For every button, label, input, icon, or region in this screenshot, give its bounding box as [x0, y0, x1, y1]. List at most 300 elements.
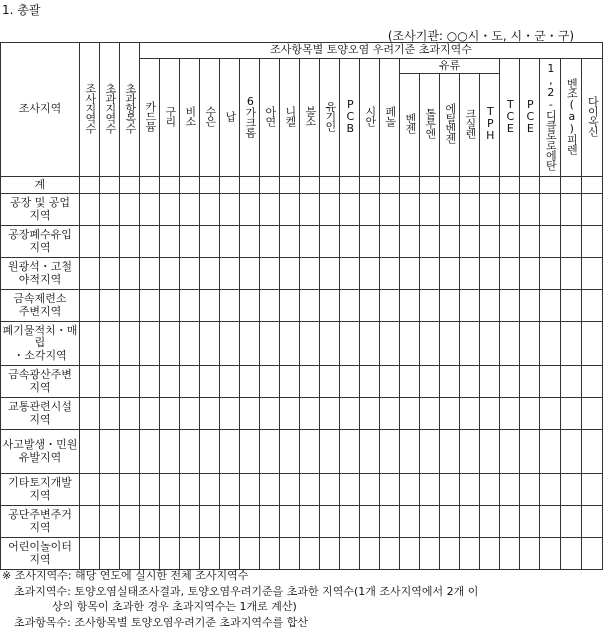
data-cell[interactable]: [360, 430, 380, 474]
data-cell[interactable]: [180, 430, 200, 474]
data-cell[interactable]: [320, 258, 340, 290]
data-cell[interactable]: [500, 506, 520, 538]
data-cell[interactable]: [561, 474, 582, 506]
data-cell[interactable]: [100, 506, 120, 538]
data-cell[interactable]: [260, 226, 280, 258]
data-cell[interactable]: [300, 194, 320, 226]
data-cell[interactable]: [520, 258, 540, 290]
data-cell[interactable]: [180, 506, 200, 538]
data-cell[interactable]: [80, 322, 100, 366]
data-cell[interactable]: [561, 226, 582, 258]
data-cell[interactable]: [180, 322, 200, 366]
data-cell[interactable]: [180, 177, 200, 194]
data-cell[interactable]: [360, 322, 380, 366]
data-cell[interactable]: [320, 506, 340, 538]
data-cell[interactable]: [180, 398, 200, 430]
data-cell[interactable]: [340, 538, 360, 570]
data-cell[interactable]: [220, 366, 240, 398]
data-cell[interactable]: [460, 366, 480, 398]
data-cell[interactable]: [480, 258, 500, 290]
data-cell[interactable]: [440, 177, 460, 194]
data-cell[interactable]: [220, 506, 240, 538]
data-cell[interactable]: [400, 322, 420, 366]
data-cell[interactable]: [400, 430, 420, 474]
data-cell[interactable]: [300, 290, 320, 322]
data-cell[interactable]: [120, 322, 140, 366]
data-cell[interactable]: [300, 398, 320, 430]
data-cell[interactable]: [400, 226, 420, 258]
data-cell[interactable]: [480, 226, 500, 258]
data-cell[interactable]: [500, 366, 520, 398]
data-cell[interactable]: [360, 194, 380, 226]
data-cell[interactable]: [440, 430, 460, 474]
data-cell[interactable]: [400, 398, 420, 430]
data-cell[interactable]: [561, 506, 582, 538]
data-cell[interactable]: [100, 177, 120, 194]
data-cell[interactable]: [120, 398, 140, 430]
data-cell[interactable]: [100, 538, 120, 570]
data-cell[interactable]: [540, 398, 561, 430]
data-cell[interactable]: [100, 474, 120, 506]
data-cell[interactable]: [320, 430, 340, 474]
data-cell[interactable]: [320, 398, 340, 430]
data-cell[interactable]: [582, 290, 603, 322]
data-cell[interactable]: [460, 538, 480, 570]
data-cell[interactable]: [300, 474, 320, 506]
data-cell[interactable]: [220, 474, 240, 506]
data-cell[interactable]: [260, 474, 280, 506]
data-cell[interactable]: [561, 177, 582, 194]
data-cell[interactable]: [582, 430, 603, 474]
data-cell[interactable]: [180, 194, 200, 226]
data-cell[interactable]: [360, 366, 380, 398]
data-cell[interactable]: [100, 430, 120, 474]
data-cell[interactable]: [440, 226, 460, 258]
data-cell[interactable]: [440, 290, 460, 322]
data-cell[interactable]: [120, 538, 140, 570]
data-cell[interactable]: [320, 194, 340, 226]
data-cell[interactable]: [140, 474, 160, 506]
data-cell[interactable]: [400, 177, 420, 194]
data-cell[interactable]: [140, 366, 160, 398]
data-cell[interactable]: [280, 538, 300, 570]
data-cell[interactable]: [440, 398, 460, 430]
data-cell[interactable]: [380, 538, 400, 570]
data-cell[interactable]: [240, 290, 260, 322]
data-cell[interactable]: [360, 538, 380, 570]
data-cell[interactable]: [420, 398, 440, 430]
data-cell[interactable]: [160, 366, 180, 398]
data-cell[interactable]: [460, 226, 480, 258]
data-cell[interactable]: [540, 474, 561, 506]
data-cell[interactable]: [440, 366, 460, 398]
data-cell[interactable]: [200, 177, 220, 194]
data-cell[interactable]: [300, 226, 320, 258]
data-cell[interactable]: [380, 258, 400, 290]
data-cell[interactable]: [200, 474, 220, 506]
data-cell[interactable]: [300, 366, 320, 398]
data-cell[interactable]: [140, 322, 160, 366]
data-cell[interactable]: [260, 322, 280, 366]
data-cell[interactable]: [260, 366, 280, 398]
data-cell[interactable]: [280, 322, 300, 366]
data-cell[interactable]: [340, 258, 360, 290]
data-cell[interactable]: [400, 290, 420, 322]
data-cell[interactable]: [380, 290, 400, 322]
data-cell[interactable]: [420, 322, 440, 366]
data-cell[interactable]: [360, 226, 380, 258]
data-cell[interactable]: [520, 194, 540, 226]
data-cell[interactable]: [80, 430, 100, 474]
data-cell[interactable]: [340, 474, 360, 506]
data-cell[interactable]: [200, 226, 220, 258]
data-cell[interactable]: [340, 177, 360, 194]
data-cell[interactable]: [520, 538, 540, 570]
data-cell[interactable]: [320, 322, 340, 366]
data-cell[interactable]: [561, 194, 582, 226]
data-cell[interactable]: [500, 194, 520, 226]
data-cell[interactable]: [280, 177, 300, 194]
data-cell[interactable]: [460, 506, 480, 538]
data-cell[interactable]: [340, 226, 360, 258]
data-cell[interactable]: [80, 506, 100, 538]
data-cell[interactable]: [440, 194, 460, 226]
data-cell[interactable]: [340, 430, 360, 474]
data-cell[interactable]: [400, 474, 420, 506]
data-cell[interactable]: [320, 474, 340, 506]
data-cell[interactable]: [120, 366, 140, 398]
data-cell[interactable]: [300, 258, 320, 290]
data-cell[interactable]: [160, 226, 180, 258]
data-cell[interactable]: [160, 194, 180, 226]
data-cell[interactable]: [420, 430, 440, 474]
data-cell[interactable]: [500, 258, 520, 290]
data-cell[interactable]: [540, 322, 561, 366]
data-cell[interactable]: [540, 194, 561, 226]
data-cell[interactable]: [520, 506, 540, 538]
data-cell[interactable]: [260, 258, 280, 290]
data-cell[interactable]: [260, 194, 280, 226]
data-cell[interactable]: [440, 538, 460, 570]
data-cell[interactable]: [120, 194, 140, 226]
data-cell[interactable]: [120, 177, 140, 194]
data-cell[interactable]: [420, 258, 440, 290]
data-cell[interactable]: [582, 177, 603, 194]
data-cell[interactable]: [200, 538, 220, 570]
data-cell[interactable]: [280, 290, 300, 322]
data-cell[interactable]: [460, 194, 480, 226]
data-cell[interactable]: [80, 474, 100, 506]
data-cell[interactable]: [480, 366, 500, 398]
data-cell[interactable]: [520, 474, 540, 506]
data-cell[interactable]: [460, 258, 480, 290]
data-cell[interactable]: [260, 506, 280, 538]
data-cell[interactable]: [360, 506, 380, 538]
data-cell[interactable]: [520, 290, 540, 322]
data-cell[interactable]: [420, 177, 440, 194]
data-cell[interactable]: [520, 177, 540, 194]
data-cell[interactable]: [520, 398, 540, 430]
data-cell[interactable]: [160, 506, 180, 538]
data-cell[interactable]: [480, 430, 500, 474]
data-cell[interactable]: [280, 226, 300, 258]
data-cell[interactable]: [540, 430, 561, 474]
data-cell[interactable]: [480, 506, 500, 538]
data-cell[interactable]: [120, 430, 140, 474]
data-cell[interactable]: [200, 398, 220, 430]
data-cell[interactable]: [360, 398, 380, 430]
data-cell[interactable]: [280, 398, 300, 430]
data-cell[interactable]: [280, 194, 300, 226]
data-cell[interactable]: [220, 226, 240, 258]
data-cell[interactable]: [320, 290, 340, 322]
data-cell[interactable]: [340, 506, 360, 538]
data-cell[interactable]: [582, 258, 603, 290]
data-cell[interactable]: [300, 506, 320, 538]
data-cell[interactable]: [320, 226, 340, 258]
data-cell[interactable]: [420, 226, 440, 258]
data-cell[interactable]: [120, 474, 140, 506]
data-cell[interactable]: [582, 506, 603, 538]
data-cell[interactable]: [380, 398, 400, 430]
data-cell[interactable]: [240, 258, 260, 290]
data-cell[interactable]: [540, 226, 561, 258]
data-cell[interactable]: [140, 226, 160, 258]
data-cell[interactable]: [582, 398, 603, 430]
data-cell[interactable]: [200, 366, 220, 398]
data-cell[interactable]: [480, 177, 500, 194]
data-cell[interactable]: [80, 194, 100, 226]
data-cell[interactable]: [240, 366, 260, 398]
data-cell[interactable]: [340, 290, 360, 322]
data-cell[interactable]: [320, 538, 340, 570]
data-cell[interactable]: [460, 322, 480, 366]
data-cell[interactable]: [180, 366, 200, 398]
data-cell[interactable]: [460, 177, 480, 194]
data-cell[interactable]: [360, 258, 380, 290]
data-cell[interactable]: [480, 290, 500, 322]
data-cell[interactable]: [480, 398, 500, 430]
data-cell[interactable]: [100, 226, 120, 258]
data-cell[interactable]: [260, 290, 280, 322]
data-cell[interactable]: [500, 430, 520, 474]
data-cell[interactable]: [260, 177, 280, 194]
data-cell[interactable]: [582, 538, 603, 570]
data-cell[interactable]: [160, 322, 180, 366]
data-cell[interactable]: [400, 258, 420, 290]
data-cell[interactable]: [300, 177, 320, 194]
data-cell[interactable]: [340, 194, 360, 226]
data-cell[interactable]: [360, 177, 380, 194]
data-cell[interactable]: [120, 506, 140, 538]
data-cell[interactable]: [540, 366, 561, 398]
data-cell[interactable]: [480, 322, 500, 366]
data-cell[interactable]: [400, 194, 420, 226]
data-cell[interactable]: [180, 258, 200, 290]
data-cell[interactable]: [220, 322, 240, 366]
data-cell[interactable]: [240, 194, 260, 226]
data-cell[interactable]: [240, 226, 260, 258]
data-cell[interactable]: [561, 430, 582, 474]
data-cell[interactable]: [500, 290, 520, 322]
data-cell[interactable]: [360, 290, 380, 322]
data-cell[interactable]: [561, 290, 582, 322]
data-cell[interactable]: [420, 290, 440, 322]
data-cell[interactable]: [340, 366, 360, 398]
data-cell[interactable]: [160, 538, 180, 570]
data-cell[interactable]: [500, 538, 520, 570]
data-cell[interactable]: [180, 226, 200, 258]
data-cell[interactable]: [140, 398, 160, 430]
data-cell[interactable]: [260, 430, 280, 474]
data-cell[interactable]: [440, 258, 460, 290]
data-cell[interactable]: [160, 177, 180, 194]
data-cell[interactable]: [520, 226, 540, 258]
data-cell[interactable]: [400, 366, 420, 398]
data-cell[interactable]: [80, 290, 100, 322]
data-cell[interactable]: [100, 194, 120, 226]
data-cell[interactable]: [280, 366, 300, 398]
data-cell[interactable]: [260, 538, 280, 570]
data-cell[interactable]: [561, 398, 582, 430]
data-cell[interactable]: [220, 290, 240, 322]
data-cell[interactable]: [220, 194, 240, 226]
data-cell[interactable]: [140, 290, 160, 322]
data-cell[interactable]: [180, 474, 200, 506]
data-cell[interactable]: [460, 430, 480, 474]
data-cell[interactable]: [460, 290, 480, 322]
data-cell[interactable]: [380, 322, 400, 366]
data-cell[interactable]: [540, 258, 561, 290]
data-cell[interactable]: [80, 398, 100, 430]
data-cell[interactable]: [500, 398, 520, 430]
data-cell[interactable]: [561, 258, 582, 290]
data-cell[interactable]: [520, 430, 540, 474]
data-cell[interactable]: [240, 177, 260, 194]
data-cell[interactable]: [220, 538, 240, 570]
data-cell[interactable]: [420, 474, 440, 506]
data-cell[interactable]: [540, 290, 561, 322]
data-cell[interactable]: [420, 194, 440, 226]
data-cell[interactable]: [300, 538, 320, 570]
data-cell[interactable]: [340, 322, 360, 366]
data-cell[interactable]: [200, 506, 220, 538]
data-cell[interactable]: [160, 474, 180, 506]
data-cell[interactable]: [440, 322, 460, 366]
data-cell[interactable]: [140, 430, 160, 474]
data-cell[interactable]: [380, 366, 400, 398]
data-cell[interactable]: [480, 538, 500, 570]
data-cell[interactable]: [120, 258, 140, 290]
data-cell[interactable]: [200, 322, 220, 366]
data-cell[interactable]: [380, 177, 400, 194]
data-cell[interactable]: [240, 430, 260, 474]
data-cell[interactable]: [582, 226, 603, 258]
data-cell[interactable]: [200, 258, 220, 290]
data-cell[interactable]: [80, 177, 100, 194]
data-cell[interactable]: [320, 366, 340, 398]
data-cell[interactable]: [360, 474, 380, 506]
data-cell[interactable]: [140, 506, 160, 538]
data-cell[interactable]: [500, 177, 520, 194]
data-cell[interactable]: [420, 366, 440, 398]
data-cell[interactable]: [220, 177, 240, 194]
data-cell[interactable]: [160, 430, 180, 474]
data-cell[interactable]: [100, 290, 120, 322]
data-cell[interactable]: [280, 430, 300, 474]
data-cell[interactable]: [240, 398, 260, 430]
data-cell[interactable]: [561, 322, 582, 366]
data-cell[interactable]: [240, 506, 260, 538]
data-cell[interactable]: [220, 430, 240, 474]
data-cell[interactable]: [100, 258, 120, 290]
data-cell[interactable]: [220, 398, 240, 430]
data-cell[interactable]: [200, 430, 220, 474]
data-cell[interactable]: [380, 474, 400, 506]
data-cell[interactable]: [561, 538, 582, 570]
data-cell[interactable]: [240, 538, 260, 570]
data-cell[interactable]: [160, 258, 180, 290]
data-cell[interactable]: [200, 290, 220, 322]
data-cell[interactable]: [100, 398, 120, 430]
data-cell[interactable]: [120, 226, 140, 258]
data-cell[interactable]: [460, 474, 480, 506]
data-cell[interactable]: [140, 177, 160, 194]
data-cell[interactable]: [440, 506, 460, 538]
data-cell[interactable]: [500, 474, 520, 506]
data-cell[interactable]: [460, 398, 480, 430]
data-cell[interactable]: [100, 366, 120, 398]
data-cell[interactable]: [340, 398, 360, 430]
data-cell[interactable]: [80, 538, 100, 570]
data-cell[interactable]: [300, 322, 320, 366]
data-cell[interactable]: [380, 430, 400, 474]
data-cell[interactable]: [280, 474, 300, 506]
data-cell[interactable]: [160, 290, 180, 322]
data-cell[interactable]: [582, 194, 603, 226]
data-cell[interactable]: [140, 258, 160, 290]
data-cell[interactable]: [160, 398, 180, 430]
data-cell[interactable]: [180, 290, 200, 322]
data-cell[interactable]: [500, 226, 520, 258]
data-cell[interactable]: [420, 506, 440, 538]
data-cell[interactable]: [540, 538, 561, 570]
data-cell[interactable]: [180, 538, 200, 570]
data-cell[interactable]: [561, 366, 582, 398]
data-cell[interactable]: [80, 366, 100, 398]
data-cell[interactable]: [140, 538, 160, 570]
data-cell[interactable]: [320, 177, 340, 194]
data-cell[interactable]: [260, 398, 280, 430]
data-cell[interactable]: [420, 538, 440, 570]
data-cell[interactable]: [140, 194, 160, 226]
data-cell[interactable]: [80, 226, 100, 258]
data-cell[interactable]: [480, 474, 500, 506]
data-cell[interactable]: [280, 258, 300, 290]
data-cell[interactable]: [200, 194, 220, 226]
data-cell[interactable]: [120, 290, 140, 322]
data-cell[interactable]: [540, 177, 561, 194]
data-cell[interactable]: [520, 366, 540, 398]
data-cell[interactable]: [380, 506, 400, 538]
data-cell[interactable]: [400, 538, 420, 570]
data-cell[interactable]: [500, 322, 520, 366]
data-cell[interactable]: [240, 474, 260, 506]
data-cell[interactable]: [300, 430, 320, 474]
data-cell[interactable]: [80, 258, 100, 290]
data-cell[interactable]: [100, 322, 120, 366]
data-cell[interactable]: [280, 506, 300, 538]
